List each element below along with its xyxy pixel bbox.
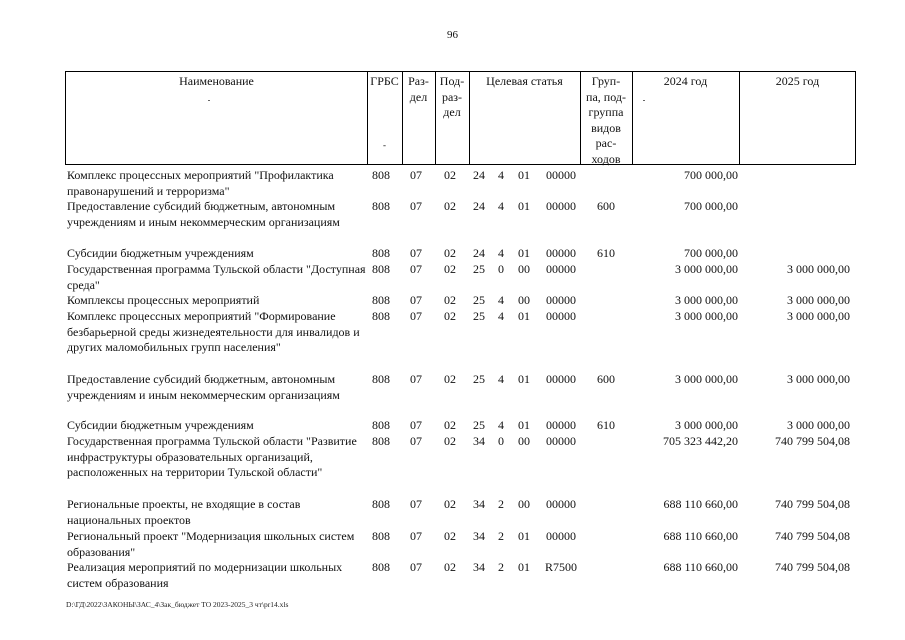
amount-2024-cell: 688 110 660,00: [663, 529, 738, 543]
podrazdel-cell: 02: [444, 262, 456, 276]
target-program-cell: 34: [473, 497, 485, 511]
target-type-cell: 4: [498, 418, 504, 432]
podrazdel-cell: 02: [444, 434, 456, 448]
grbs-cell: 808: [372, 309, 390, 323]
amount-2025-cell: 3 000 000,00: [787, 372, 850, 386]
row-name: Субсидии бюджетным учреждениям: [67, 246, 254, 260]
podrazdel-cell: 02: [444, 372, 456, 386]
target-direction-cell: 00000: [546, 434, 576, 448]
target-type-cell: 4: [498, 168, 504, 182]
target-type-cell: 2: [498, 497, 504, 511]
razdel-cell: 07: [410, 246, 422, 260]
podrazdel-cell: 02: [444, 309, 456, 323]
grbs-cell: 808: [372, 199, 390, 213]
header-2024: 2024 год: [663, 74, 708, 88]
target-direction-cell: 00000: [546, 372, 576, 386]
target-program-cell: 34: [473, 434, 485, 448]
razdel-cell: 07: [410, 199, 422, 213]
amount-2025-cell: 3 000 000,00: [787, 262, 850, 276]
grbs-cell: 808: [372, 560, 390, 574]
target-program-cell: 24: [473, 246, 485, 260]
razdel-cell: 07: [410, 262, 422, 276]
target-direction-cell: 00000: [546, 168, 576, 182]
amount-2024-cell: 3 000 000,00: [675, 262, 738, 276]
razdel-cell: 07: [410, 529, 422, 543]
header-name: Наименование: [179, 74, 254, 88]
header-grbs-mark: -: [383, 140, 386, 150]
grbs-cell: 808: [372, 434, 390, 448]
target-direction-cell: 00000: [546, 497, 576, 511]
target-type-cell: 2: [498, 529, 504, 543]
target-type-cell: 4: [498, 293, 504, 307]
header-2025: 2025 год: [775, 74, 820, 88]
podrazdel-cell: 02: [444, 168, 456, 182]
target-subprogram-cell: 00: [518, 497, 530, 511]
target-direction-cell: R7500: [544, 560, 577, 574]
podrazdel-cell: 02: [444, 418, 456, 432]
target-direction-cell: 00000: [546, 199, 576, 213]
expense-group-cell: 600: [597, 199, 615, 213]
amount-2025-cell: 3 000 000,00: [787, 293, 850, 307]
page-number: 96: [447, 29, 458, 41]
grbs-cell: 808: [372, 293, 390, 307]
razdel-cell: 07: [410, 372, 422, 386]
podrazdel-cell: 02: [444, 560, 456, 574]
target-type-cell: 0: [498, 262, 504, 276]
razdel-cell: 07: [410, 560, 422, 574]
header-podrazdel: Под- раз- дел: [439, 74, 465, 119]
target-type-cell: 4: [498, 372, 504, 386]
grbs-cell: 808: [372, 372, 390, 386]
grbs-cell: 808: [372, 246, 390, 260]
podrazdel-cell: 02: [444, 529, 456, 543]
amount-2025-cell: 3 000 000,00: [787, 418, 850, 432]
amount-2024-cell: 3 000 000,00: [675, 293, 738, 307]
row-name: Предоставление субсидий бюджетным, автономным учреждениям и иным некоммерческим организациям: [67, 372, 340, 402]
header-razdel: Раз- дел: [408, 74, 429, 104]
row-name: Государственная программа Тульской области "Развитие инфраструктуры образовательных организаций, расположенных на территории Тульской области": [67, 434, 357, 479]
target-subprogram-cell: 01: [518, 246, 530, 260]
grbs-cell: 808: [372, 418, 390, 432]
target-program-cell: 25: [473, 262, 485, 276]
target-subprogram-cell: 01: [518, 418, 530, 432]
amount-2024-cell: 700 000,00: [684, 168, 738, 182]
row-name: Региональный проект "Модернизация школьных систем образования": [67, 529, 355, 559]
amount-2025-cell: 740 799 504,08: [775, 434, 850, 448]
target-subprogram-cell: 01: [518, 168, 530, 182]
target-subprogram-cell: 01: [518, 560, 530, 574]
row-name: Реализация мероприятий по модернизации школьных систем образования: [67, 560, 343, 590]
grbs-cell: 808: [372, 529, 390, 543]
target-program-cell: 25: [473, 372, 485, 386]
target-program-cell: 34: [473, 529, 485, 543]
target-subprogram-cell: 01: [518, 372, 530, 386]
amount-2024-cell: 3 000 000,00: [675, 418, 738, 432]
expense-group-cell: 610: [597, 418, 615, 432]
target-subprogram-cell: 01: [518, 199, 530, 213]
amount-2025-cell: 740 799 504,08: [775, 560, 850, 574]
target-subprogram-cell: 01: [518, 529, 530, 543]
target-direction-cell: 00000: [546, 418, 576, 432]
scan-speck: [643, 100, 645, 101]
razdel-cell: 07: [410, 293, 422, 307]
amount-2024-cell: 700 000,00: [684, 246, 738, 260]
expense-group-cell: 610: [597, 246, 615, 260]
row-name: Субсидии бюджетным учреждениям: [67, 418, 254, 432]
table-header: [65, 71, 856, 165]
target-subprogram-cell: 00: [518, 293, 530, 307]
amount-2025-cell: 740 799 504,08: [775, 497, 850, 511]
razdel-cell: 07: [410, 418, 422, 432]
amount-2024-cell: 700 000,00: [684, 199, 738, 213]
header-expense-group: Груп- па, под- группа видов рас- ходов: [586, 74, 626, 166]
row-name: Комплексы процессных мероприятий: [67, 293, 260, 307]
grbs-cell: 808: [372, 168, 390, 182]
podrazdel-cell: 02: [444, 246, 456, 260]
target-direction-cell: 00000: [546, 309, 576, 323]
amount-2025-cell: 3 000 000,00: [787, 309, 850, 323]
amount-2024-cell: 705 323 442,20: [663, 434, 738, 448]
target-direction-cell: 00000: [546, 246, 576, 260]
target-program-cell: 24: [473, 199, 485, 213]
amount-2024-cell: 688 110 660,00: [663, 497, 738, 511]
target-direction-cell: 00000: [546, 293, 576, 307]
podrazdel-cell: 02: [444, 293, 456, 307]
target-program-cell: 25: [473, 309, 485, 323]
target-type-cell: 2: [498, 560, 504, 574]
expense-group-cell: 600: [597, 372, 615, 386]
grbs-cell: 808: [372, 262, 390, 276]
target-type-cell: 4: [498, 199, 504, 213]
razdel-cell: 07: [410, 168, 422, 182]
target-subprogram-cell: 00: [518, 434, 530, 448]
header-grbs: ГРБС: [370, 74, 399, 88]
target-subprogram-cell: 00: [518, 262, 530, 276]
file-path-footer: D:\ГД\2022\ЗАКОНЫ\ЗАС_4\Зак_бюджет ТО 2023-2025_3 чт\pr14.xls: [66, 600, 289, 609]
amount-2024-cell: 3 000 000,00: [675, 309, 738, 323]
target-type-cell: 0: [498, 434, 504, 448]
grbs-cell: 808: [372, 497, 390, 511]
target-program-cell: 24: [473, 168, 485, 182]
razdel-cell: 07: [410, 497, 422, 511]
amount-2024-cell: 688 110 660,00: [663, 560, 738, 574]
row-name: Предоставление субсидий бюджетным, автономным учреждениям и иным некоммерческим организациям: [67, 199, 340, 229]
razdel-cell: 07: [410, 434, 422, 448]
target-direction-cell: 00000: [546, 262, 576, 276]
target-subprogram-cell: 01: [518, 309, 530, 323]
target-program-cell: 34: [473, 560, 485, 574]
razdel-cell: 07: [410, 309, 422, 323]
scan-speck: [208, 100, 210, 101]
row-name: Государственная программа Тульской области "Доступная среда": [67, 262, 366, 292]
target-program-cell: 25: [473, 293, 485, 307]
amount-2025-cell: 740 799 504,08: [775, 529, 850, 543]
row-name: Комплекс процессных мероприятий "Профилактика правонарушений и терроризма": [67, 168, 334, 198]
target-type-cell: 4: [498, 309, 504, 323]
podrazdel-cell: 02: [444, 199, 456, 213]
header-target-article: Целевая статья: [486, 74, 563, 88]
row-name: Комплекс процессных мероприятий "Формирование безбарьерной среды жизнедеятельности для инвалидов и других маломобильных групп населения": [67, 309, 360, 354]
amount-2024-cell: 3 000 000,00: [675, 372, 738, 386]
podrazdel-cell: 02: [444, 497, 456, 511]
target-type-cell: 4: [498, 246, 504, 260]
row-name: Региональные проекты, не входящие в состав национальных проектов: [67, 497, 301, 527]
target-program-cell: 25: [473, 418, 485, 432]
target-direction-cell: 00000: [546, 529, 576, 543]
